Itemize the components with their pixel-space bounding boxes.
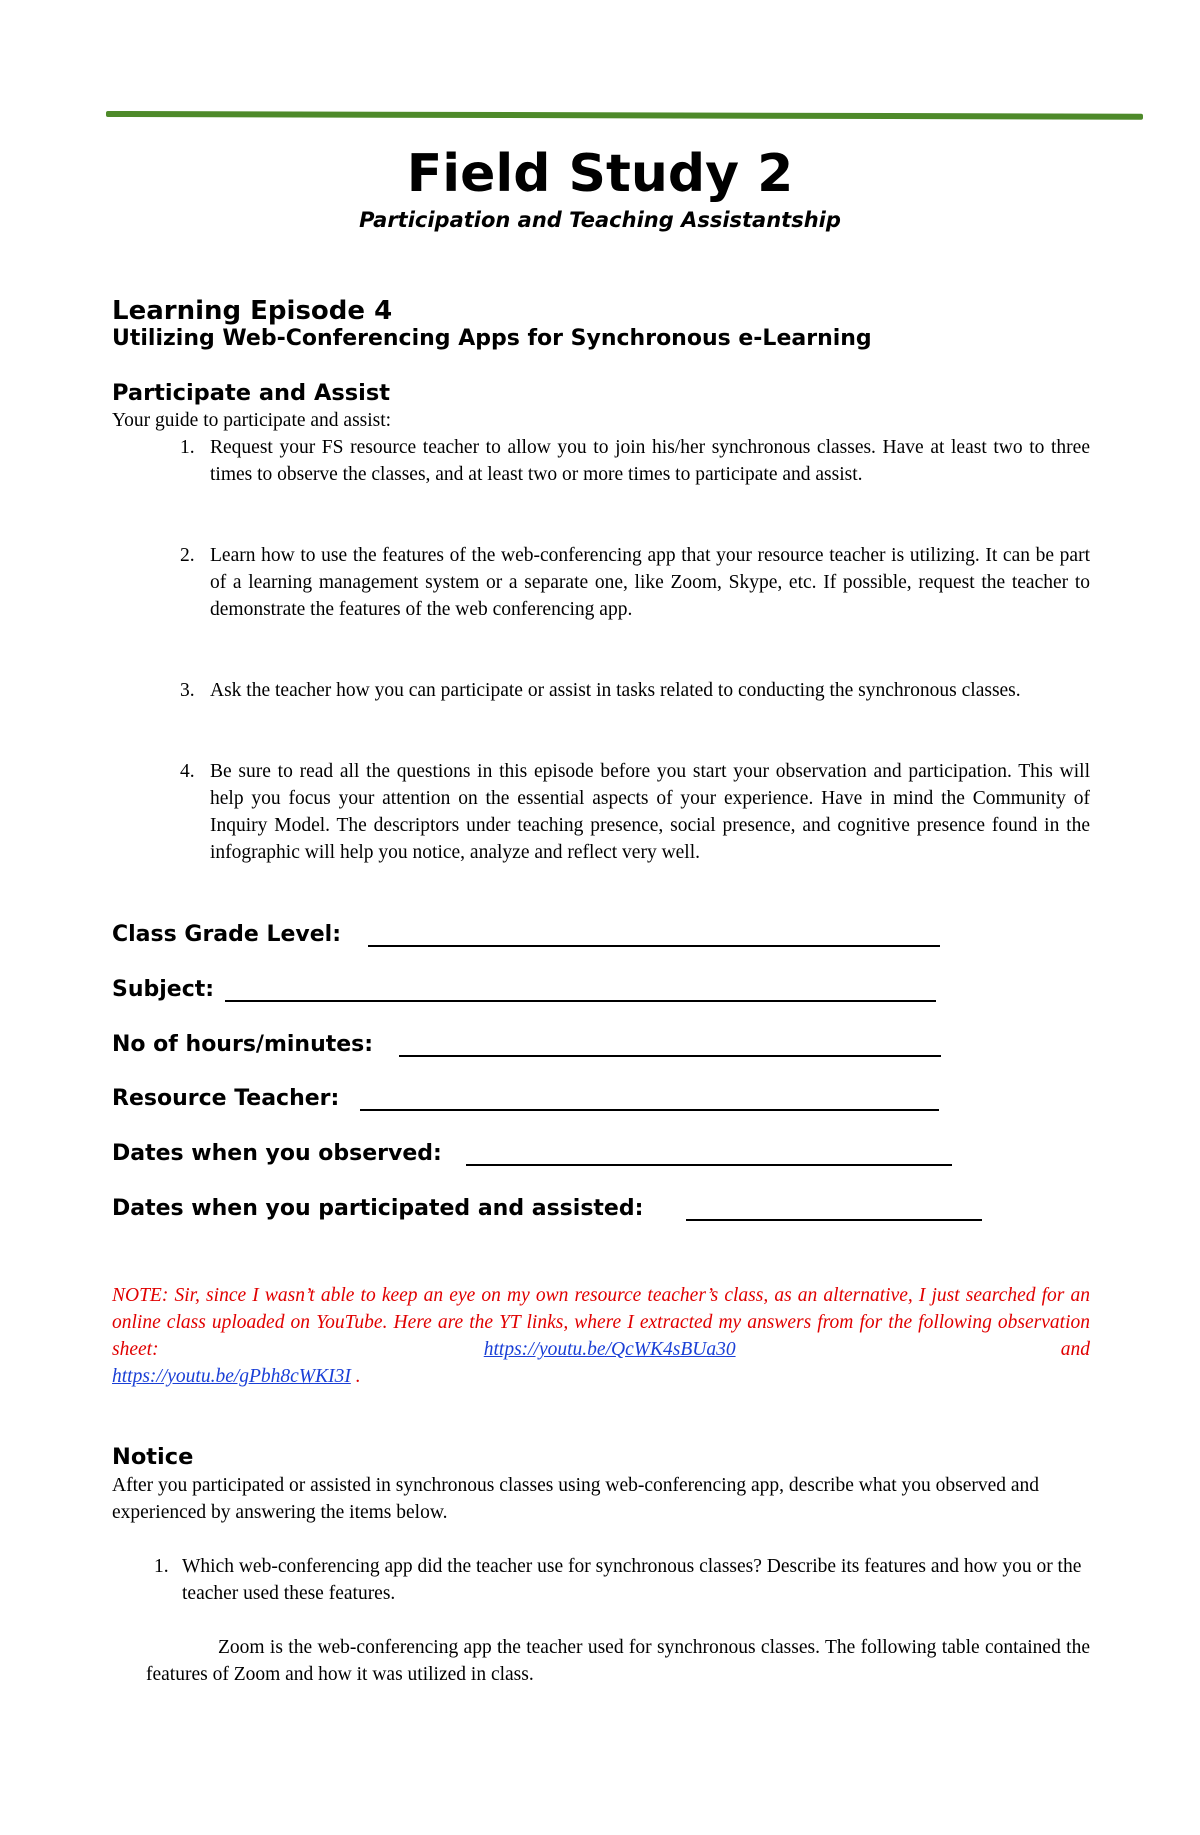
dates-observed-blank[interactable] (466, 1164, 952, 1166)
grade-level-blank[interactable] (368, 945, 940, 947)
dates-participated-field[interactable] (112, 1194, 643, 1224)
subject-blank[interactable] (225, 1000, 936, 1002)
step-text: Ask the teacher how you can participate or assist in tasks related to conducting the synchronous classes. (210, 680, 1021, 701)
participate-step-1 (180, 434, 1090, 488)
dates-participated-blank[interactable] (686, 1219, 982, 1221)
step-text: Learn how to use the features of the web-conferencing app that your resource teacher is utilizing. It can be part of a learning management system or a separate one, like Zoom, Skype, etc. If possible, request the teacher to demonstrate the features of the web conferencing app. (210, 545, 1090, 620)
episode-heading: Learning Episode 4 (112, 296, 393, 326)
dates-participated-label: Dates when you participated and assisted: (112, 1196, 644, 1221)
resource-teacher-field[interactable] (112, 1084, 339, 1114)
youtube-link-1[interactable]: https://youtu.be/QcWK4sBUa30 (483, 1339, 736, 1360)
document-title: Field Study 2 (406, 144, 794, 204)
participate-step-2 (180, 542, 1090, 623)
step-number: 3. (180, 680, 195, 701)
note-paragraph (112, 1282, 1090, 1363)
notice-intro: After you participated or assisted in synchronous classes using web-conferencing app, describe what you observed and experienced by answering the items below. (112, 1475, 1040, 1523)
resource-teacher-label: Resource Teacher: (112, 1086, 340, 1111)
note-paragraph-end (112, 1363, 361, 1390)
participate-step-4 (180, 758, 1090, 866)
document-subtitle: Participation and Teaching Assistantship (359, 208, 841, 232)
note-text: NOTE: Sir, since I wasn’t able to keep an eye on my own resource teacher’s class, as an alternative, I just searched for an online class uploaded on YouTube. Here are the YT links, where I extracted my answers from for the following observation sheet: (112, 1285, 1090, 1360)
notice-heading: Notice (112, 1444, 194, 1470)
participate-intro: Your guide to participate and assist: (112, 410, 392, 431)
step-number: 2. (180, 545, 195, 566)
notice-question-1 (154, 1553, 1094, 1607)
subject-label: Subject: (112, 977, 215, 1002)
dates-observed-field[interactable] (112, 1139, 442, 1169)
episode-topic: Utilizing Web-Conferencing Apps for Synchronous e-Learning (112, 326, 872, 351)
answer-1: Zoom is the web-conferencing app the teacher used for synchronous classes. The following table contained the features of Zoom and how it was utilized in class. (146, 1637, 1090, 1685)
hours-field[interactable] (112, 1030, 373, 1060)
hours-label: No of hours/minutes: (112, 1032, 374, 1057)
youtube-link-2[interactable]: https://youtu.be/gPbh8cWKI3I (112, 1366, 351, 1387)
hours-blank[interactable] (399, 1055, 941, 1057)
question-text: Which web-conferencing app did the teacher use for synchronous classes? Describe its features and how you or the teacher used these features. (182, 1556, 1082, 1604)
dates-observed-label: Dates when you observed: (112, 1141, 442, 1166)
header-rule (106, 111, 1143, 120)
step-text: Be sure to read all the questions in this episode before you start your observation and participation. This will help you focus your attention on the essential aspects of your experience. Have in mind the Community of Inquiry Model. The descriptors under teaching presence, social presence, and cognitive presence found in the infographic will help you notice, analyze and reflect very well. (210, 761, 1090, 863)
step-text: Request your FS resource teacher to allow you to join his/her synchronous classes. Have at least two to three times to observe the classes, and at least two or more times to participate and assist. (210, 437, 1090, 485)
note-joiner: and (1060, 1339, 1090, 1360)
step-number: 1. (180, 437, 195, 458)
participate-step-3 (180, 677, 1090, 704)
question-number: 1. (154, 1556, 169, 1577)
grade-level-label: Class Grade Level: (112, 922, 342, 947)
participate-heading: Participate and Assist (112, 380, 391, 406)
grade-level-field[interactable] (112, 920, 341, 950)
subject-field[interactable] (112, 975, 214, 1005)
step-number: 4. (180, 761, 195, 782)
note-end: . (355, 1366, 361, 1387)
resource-teacher-blank[interactable] (360, 1109, 939, 1111)
